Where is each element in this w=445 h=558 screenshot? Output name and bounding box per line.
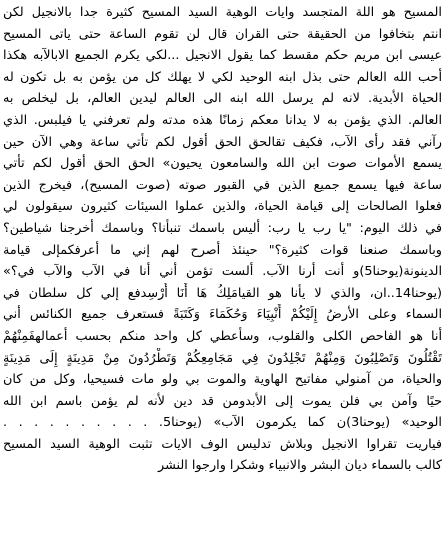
- text-line-18: والحياة، من آمنولي مفاتيح الهاوية والموت بي ولو مات فسيحيا، وكل من كان: [3, 372, 442, 388]
- text-line-6: العالم. الذي يؤمن به لا يدانا معكم زمانًا هذه مدته ولم تعرفني يا فيلبس. الذي: [3, 112, 442, 128]
- text-line-21: فياريت تقراوا الانجيل وبلاش تدليس الوف الايات تثبت الوهية السيد المسيح: [3, 436, 442, 452]
- text-line-16: أنا هو الفاحص الكلى والقلوب، وسأعطي كل واحد منكم بحسب أعمالهفَمِنْهُمْ: [3, 328, 442, 344]
- text-line-15: السماء وعلى الأرضُ إِلَيْكُمْ أَنْبِيَاءَ وَحُكَمَاءَ وَكَتَبَةً فستعرف جميع الكنائس أني: [3, 307, 442, 323]
- text-line-12: وباسمك صنعنا قوات كثيرة؟" حينئذ أصرح لهم إني ما أعرفكمإلى قيامة: [3, 242, 442, 258]
- text-line-3: عيسى ابن مريم حكم مقسط كما يقول الانجيل ...لكي يكرم الجميع الابالآبه هكذا: [3, 48, 442, 64]
- text-line-2: انتم بتخافوا من الحقيقة حتى القران قال لن تقوم الساعة حتى ياتى المسيح: [3, 26, 442, 42]
- text-line-5: الحياة الأبدية. لانه لم يرسل الله ابنه الى العالم ليدين العالم، بل ليخلص به: [3, 91, 442, 107]
- text-line-14: (يوحنا14..ان، والذي لا يأنا هو القيامَلِكُ هَا أَنَا أُرْسِدفع إلي كل سلطان في: [3, 285, 442, 301]
- text-line-19: حيًا وآمن بي فلن يموت إلى الأبدومن قد دين لأنه لم يؤمن باسم ابن الله: [3, 393, 442, 409]
- text-line-8: يسمع الأموات صوت ابن الله والسامعون يحيون» الحق الحق أقول لكم تأتي: [3, 156, 442, 172]
- text-line-20: الوحيد» (يوحنا3)ن كما يكرمون الآب» (يوحنا5. . . . . . . . . . .: [3, 415, 442, 431]
- text-line-17: تَقْتُلُونَ وَتَصْلِبُونَ وَمِنْهُمْ تَجْلِدُونَ فِي مَجَامِعِكُمْ وَتَطْرُدُونَ مِنْ مَدِينَةٍ إِلَى مَدِينَةٍ: [3, 350, 442, 366]
- text-line-10: فعلوا الصالحات إلى قيامة الحياة، والذين عملوا السيئات كثيرون سيقولون لي: [3, 199, 442, 215]
- text-line-7: رآني فقد رأى الآب، فكيف تقالحق الحق أقول لكم تأتي ساعة وهي الآن حين: [3, 134, 442, 150]
- text-line-1: المسيح هو اللة المتجسد وايات الوهية السيد المسيح كثيرة جدا بالانجيل لكن: [3, 5, 442, 20]
- text-line-11: في ذلك اليوم: "يا رب يا رب: أليس باسمك تنبأنا؟ وباسمك أخرجنا شياطين؟: [3, 220, 442, 236]
- text-line-4: أحب الله العالم حتى بذل ابنه الوحيد لكي لا يهلك كل من يؤمن به بل تكون له: [3, 69, 442, 85]
- text-line-13: الدينونة(يوحنا5)و أنت أرنا الآب. ألست تؤمن أني أنا في الآب والآب في؟»: [3, 264, 442, 280]
- text-line-22: كالب بالسماء ديان البشر والانبياء وشكرا وارجوا النشر: [158, 458, 442, 474]
- arabic-text-block: [3, 2, 442, 477]
- text-line-9: ساعة فيها يسمع جميع الذين في القبور صوته (صوت المسيح)، فيخرج الذين: [3, 177, 442, 193]
